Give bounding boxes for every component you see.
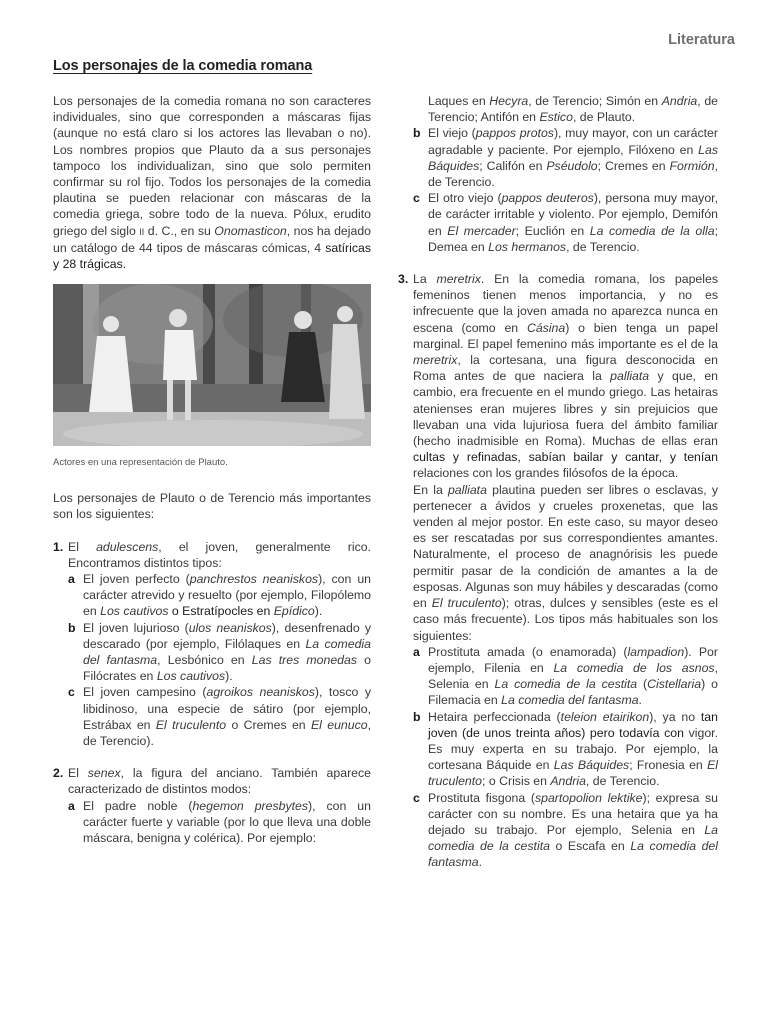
actors-photo-illustration <box>53 284 371 446</box>
article-title: Los personajes de la comedia romana <box>53 58 313 74</box>
list-item-senex: 2. El senex, la figura del anciano. También aparece caracterizado de distintos modos: a El padre noble (hegemon presbytes), con un carácter fuerte y variable (por lo que lleva una doble máscara, benigna y colérica). Por ejemplo: <box>53 766 371 846</box>
meretrix-paragraph-2: En la palliata plautina pueden ser libres o esclavas, y pertenecer a ávidos y crueles proxenetas, que las venden al mejor postor. En este caso, su mayor deseo es ser rescatadas por sus correspondientes amantes. Naturalmente, el proceso de anagnórisis les puede permitir pasar de la condición de amantes a la de esposas. Algunas son muy hábiles y descaradas (como en El truculento); otras, dulces y sensibles (este es el caso más frecuente). Los tipos más habituales son los siguientes: <box>413 482 718 643</box>
list-item-prostituta-amada: a Prostituta amada (o enamorada) (lampadion). Por ejemplo, Filenia en La comedia de los asnos, Selenia en La comedia de la cestita (Cistellaria) o Filemacia en La comedia del fantasma. <box>413 644 718 708</box>
list-item-joven-campesino: c El joven campesino (agroikos neaniskos), tosco y libidinoso, una especie de sátiro (por ejemplo, Estrábax en El truculento o Cremes en El eunuco, de Terencio). <box>68 685 372 749</box>
left-column <box>53 58 371 846</box>
list-item-prostituta-fisgona: c Prostituta fisgona (spartopolion lektike); expresa su carácter con su nombre. Es una hetaira que ya ha dejado su trabajo. Por ejemplo, Selenia en La comedia de la cestita o Escafa en La comedia del fantasma. <box>413 790 718 870</box>
list-item-senex-continued <box>398 93 718 255</box>
list-item-padre-noble: a El padre noble (hegemon presbytes), con un carácter fuerte y variable (por lo que lleva una doble máscara, benigna y colérica). Por ejemplo: <box>68 798 371 846</box>
list-item-viejo: b El viejo (pappos protos), muy mayor, con un carácter agradable y paciente. Por ejemplo, Filóxeno en Las Báquides; Califón en Pséudolo; Cremes en Formión, de Terencio. <box>413 126 719 190</box>
list-item-joven-lujurioso: b El joven lujurioso (ulos neaniskos), desenfrenado y descarado (por ejemplo, Filólaques en La comedia del fantasma, Lesbónico en Las tres monedas o Filócrates en Los cautivos). <box>68 620 371 684</box>
list-item-meretrix: 3. La meretrix. En la comedia romana, los papeles femeninos tienen menos importancia, y no es infrecuente que la joven amada no aparezca nunca en escena (como en Cásina) o bien tenga un papel marginal. El papel femenino más importante es el de la meretrix, la cortesana, una figura desconocida en Roma antes de que naciera la palliata y que, en cambio, era frecuente en el mundo griego. Las hetairas atenienses eran mujeres libres y sin prejuicios que llevaban una vida lujuriosa fuera del ámbito familiar (hecho inadmisible en Roma). Muchas de ellas eran cultas y refinadas, sabían bailar y cantar, y tenían relaciones con los grandes filósofos de la época. En la palliata plautina pueden ser libres o esclavas, y pertenecer a ávidos y crueles proxenetas, que las venden al mejor postor. En este caso, su mayor deseo es ser rescatadas por sus correspondientes amantes. Naturalmente, el proceso de anagnórisis les puede permitir pasar de la condición de amantes a la de esposas. Algunas son muy hábiles y descaradas (como en El truculento); otras, dulces y sensibles (este es el caso más frecuente). Los tipos más habituales son los siguientes: a Prostituta amada (o enamorada) (lampadion). Por ejemplo, Filenia en La comedia de los asnos, Selenia en La comedia de la cestita (Cistellaria) o Filemacia en La comedia del fantasma. b Hetaira perfeccionada (teleion etairikon), ya no tan joven (de unos treinta años) pero todavía con vigor. Es muy experta en su trabajo. Por ejemplo, la cortesana Báquide en Las Báquides; Fronesia en El truculento; o Crisis en Andria, de Terencio. c Prostituta fisgona (spartopolion lektike); expresa su carácter con su nombre. Es una hetaira que ya ha dejado su trabajo. Por ejemplo, Selenia en La comedia de la cestita o Escafa en La comedia del fantasma. <box>398 272 719 870</box>
photo-caption: Actores en una representación de Plauto. <box>53 457 228 469</box>
list-intro: Los personajes de Plauto o de Terencio más importantes son los siguientes: <box>53 491 371 522</box>
actors-photo <box>53 284 371 446</box>
character-list-left <box>53 539 371 847</box>
list-item-hetaira-perfeccionada: b Hetaira perfeccionada (teleion etairikon), ya no tan joven (de unos treinta años) pero todavía con vigor. Es muy experta en su trabajo. Por ejemplo, la cortesana Báquide en Las Báquides; Fronesia en El truculento; o Crisis en Andria, de Terencio. <box>413 709 719 789</box>
character-list-right <box>398 93 718 871</box>
list-item-padre-noble-continued: Laques en Hecyra, de Terencio; Simón en Andria, de Terencio; Antifón en Estico, de Plauto. <box>428 94 718 125</box>
section-header: Literatura <box>668 32 735 48</box>
intro-paragraph: Los personajes de la comedia romana no son caracteres individuales, sino que corresponden a máscaras fijas (aunque no está claro si los actores las llevaban o no). Los nombres propios que Plauto da a sus personajes tampoco los individualizan, sino que solo permiten confirmar su rol fijo. Todos los personajes de la comedia plautina se pueden relacionar con máscaras de la comedia griega, sobre todo de la nueva. Pólux, erudito griego del siglo II d. C., en su Onomasticon, nos ha dejado un catálogo de 44 tipos de máscaras cómicas, 4 satíricas y 28 trágicas. <box>53 94 372 272</box>
list-item-adulescens: 1. El adulescens, el joven, generalmente rico. Encontramos distintos tipos: a El joven perfecto (panchrestos neaniskos), con un carácter atrevido y resuelto (por ejemplo, Filopólemo en Los cautivos o Estratípocles en Epídico). b El joven lujurioso (ulos neaniskos), desenfrenado y descarado (por ejemplo, Filólaques en La comedia del fantasma, Lesbónico en Las tres monedas o Filócrates en Los cautivos). c El joven campesino (agroikos neaniskos), tosco y libidinoso, una especie de sátiro (por ejemplo, Estrábax en El truculento o Cremes en El eunuco, de Terencio). <box>53 539 372 749</box>
list-item-otro-viejo: c El otro viejo (pappos deuteros), persona muy mayor, de carácter irritable y violento. Por ejemplo, Demifón en El mercader; Euclión en La comedia de la olla; Demea en Los hermanos, de Terencio. <box>413 191 718 254</box>
right-column <box>398 93 718 871</box>
list-item-joven-perfecto: a El joven perfecto (panchrestos neaniskos), con un carácter atrevido y resuelto (por ejemplo, Filopólemo en Los cautivos o Estratípocles en Epídico). <box>68 572 371 619</box>
